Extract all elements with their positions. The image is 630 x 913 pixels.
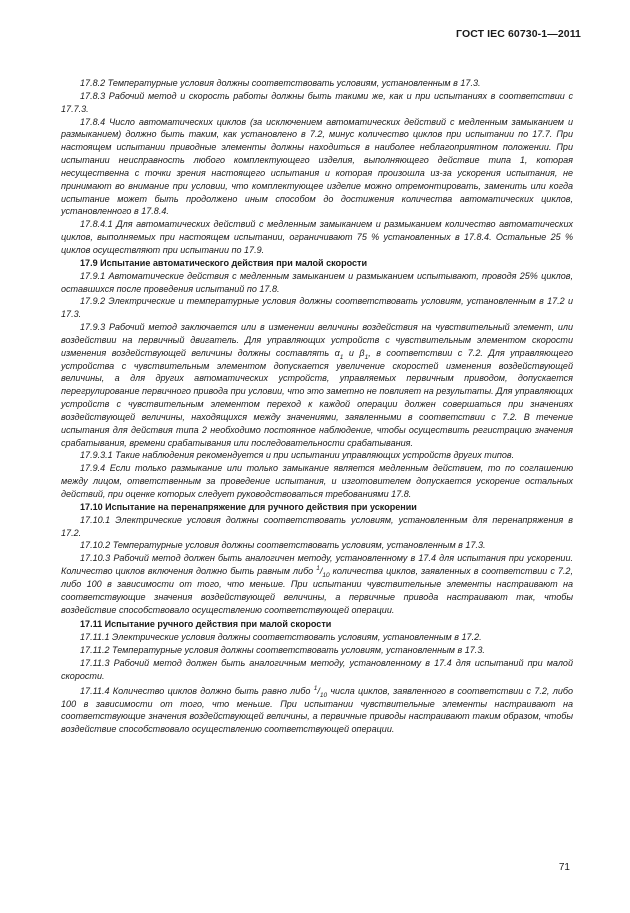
section-heading-17-9: 17.9 Испытание автоматического действия при малой скорости: [80, 257, 368, 268]
paragraph-17-9-3-text-a: 17.9.3 Рабочий метод заключается или в изменении величины воздействия на чувствительный элемент, или воздействии на первичный двигатель. Для управляющих устройств с чувствительным элементом скорости изменения воздействующей величины должны составлять α: [61, 322, 573, 358]
paragraph-17-9-1: 17.9.1 Автоматические действия с медленным замыканием и размыканием испытывают, проводя 25% циклов, оставшихся после проведения испытаний по 17.8.: [61, 270, 573, 294]
paragraph-17-11-2: 17.11.2 Температурные условия должны соответствовать условиям, установленным в 17.3.: [80, 645, 485, 656]
section-heading-17-11: 17.11 Испытание ручного действия при малой скорости: [80, 619, 332, 630]
paragraph-17-11-3: 17.11.3 Рабочий метод должен быть аналогичным методу, установленному в 17.4 для испытаний при малой скорости.: [61, 657, 573, 681]
paragraph-17-8-3: 17.8.3 Рабочий метод и скорость работы должны быть такими же, как и при испытаниях в соответствии с 17.7.3.: [61, 90, 573, 114]
paragraph-17-10-1: 17.10.1 Электрические условия должны соответствовать условиям, установленным для перенапряжения в 17.2.: [61, 514, 573, 538]
paragraph-17-11-1: 17.11.1 Электрические условия должны соответствовать условиям, установленным в 17.2.: [80, 632, 482, 643]
paragraph-17-10-3-text-b: количества циклов, заявленных в соответствии с 7.2, либо 100 в зависимости от того, что меньше. При испытании чувствительные элементы настраивают на соответствующие значения воздействующей величины, а первичные привода настраивают так, чтобы воздействие способствовало осуществлению соответствующей операции.: [61, 566, 573, 615]
paragraph-17-9-3: [61, 321, 573, 449]
paragraph-17-11-4-text-a: 17.11.4 Количество циклов должно быть равно либо: [80, 685, 314, 696]
paragraph-17-9-3-1: 17.9.3.1 Такие наблюдения рекомендуется и при испытании управляющих устройств других типов.: [80, 450, 515, 461]
paragraph-17-9-4: 17.9.4 Если только размыкание или только замыкание является медленным действием, то по соглашению между лицом, ответственным за проведение испытания, и изготовителем допускается ускорение остальных действий, при оценке которых следует руководствоваться требованиями 17.8.: [61, 463, 573, 499]
fraction-numerator: 1: [316, 565, 320, 573]
document-standard-header: ГОСТ IEC 60730-1—2011: [456, 28, 581, 40]
paragraph-17-9-2: 17.9.2 Электрические и температурные условия должны соответствовать условиям, установленным в 17.2 и 17.3.: [61, 296, 573, 320]
section-heading-17-10: 17.10 Испытание на перенапряжение для ручного действия при ускорении: [80, 501, 417, 512]
paragraph-17-9-3-text-mid: и β: [343, 347, 365, 358]
page-number: 71: [558, 862, 570, 873]
paragraph-17-8-4-1: 17.8.4.1 Для автоматических действий с медленным замыканием и размыканием количество автоматических циклов, выполняемых при настоящем испытании, ограничивают 75 % установленных в 17.8.4. Остальные 25 % циклов осуществляют при испытании по 17.9.: [61, 219, 573, 255]
paragraph-17-10-3: 17.10.3 Рабочий метод должен быть аналогичен методу, установленному в 17.4 для испытания при ускорении. Количество циклов включения должно быть равным либо $^1/_{10}$ количества циклов, заявленных в соответствии с 7.2, либо 100 в зависимости от того, что меньше. При испытании чувствительные элементы настраивают на соответствующие значения воздействующей величины, а первичные привода настраивают так, чтобы воздействие способствовало осуществлению соответствующей операции.: [61, 553, 573, 615]
paragraph-17-8-2: 17.8.2 Температурные условия должны соответствовать условиям, установленным в 17.3.: [80, 78, 481, 88]
fraction-denominator: 10: [319, 691, 328, 699]
paragraph-17-8-4: 17.8.4 Число автоматических циклов (за исключением автоматических действий с медленным замыканием и размыканием) должно быть таким, как установлено в 7.2, минус количество циклов при испытании по 17.7. При настоящем испытании приводные элементы должны находиться в наиболее неблагоприятном положении. При испытании неисправность любого комплектующего изделия, выполняющего действие типа 1, которая несущественна с точки зрения настоящего испытания и которая произошла из-за ускорения испытания, не принимают во внимание при условии, что комплектующее изделие можно отремонтировать, заменить или когда испытание может быть продолжено иным способом до достижения количества автоматических циклов, установленного в 17.8.4.: [61, 116, 573, 217]
paragraph-17-9-3-text-b: , в соответствии с 7.2. Для управляющего устройства с чувствительным элементом допускается увеличение скоростей изменения воздействующей величины, а для других автоматических устройств, управляемых первичным приводом, допускается перегрулирование первичного привода при условии, что это заметно не повлияет на результаты. Для управляющих устройств с чувствительным элементом переход к каждой операции должен совершаться при значениях воздействующей величины, находящихся между значениями, заявленными в соответствии с 7.2. В течение испытания для действия типа 2 необходимо постоянное наблюдение, чтобы осуществить регистрацию значения срабатывания, времени срабатывания или последовательности срабатывания.: [61, 347, 574, 448]
fraction-numerator: 1: [313, 684, 318, 692]
document-body: [61, 77, 573, 736]
paragraph-17-10-2: 17.10.2 Температурные условия должны соответствовать условиям, установленным в 17.3.: [80, 540, 486, 551]
paragraph-17-11-4: 17.11.4 Количество циклов должно быть равно либо $^1/_{10}$ числа циклов, заявленного в соответствии с 7.2, либо 100 в зависимости от того, что меньше. При испытании чувствительные элементы настраивают на соответствующие значения воздействующей величины, а первичные приводы настраивают таким образом, чтобы воздействие способствовало осуществлению соответствующей операции.: [61, 684, 573, 735]
alpha-subscript: 1: [339, 353, 344, 361]
beta-subscript: 1: [364, 353, 369, 361]
paragraph-17-11-4-text-b: числа циклов, заявленного в соответствии с 7.2, либо 100 в зависимости от того, что меньше. При испытании чувствительные элементы настраивают на соответствующие значения воздействующей величины, а первичные приводы настраивают таким образом, чтобы воздействие способствовало осуществлению соответствующей операции.: [61, 685, 573, 735]
fraction-denominator: 10: [322, 571, 330, 579]
paragraph-17-10-3-text-a: 17.10.3 Рабочий метод должен быть аналогичен методу, установленному в 17.4 для испытания при ускорении. Количество циклов включения должно быть равным либо: [61, 553, 573, 577]
